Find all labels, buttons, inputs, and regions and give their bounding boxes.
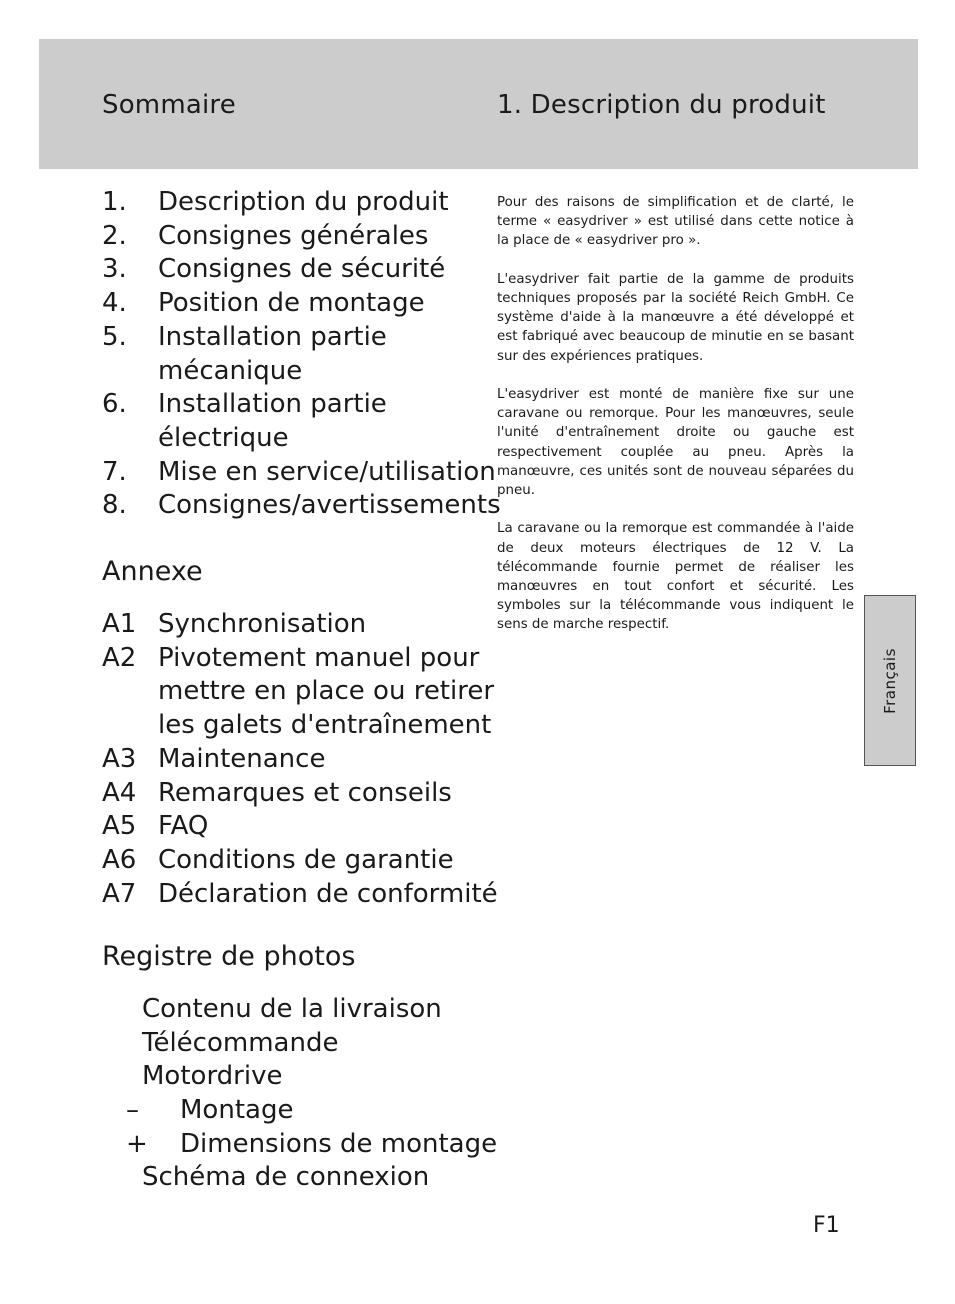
photo-item-label: Télécommande <box>142 1027 339 1058</box>
toc-item[interactable] <box>102 186 501 220</box>
photo-item-label: Dimensions de montage <box>180 1128 498 1159</box>
toc-item-label: Position de montage <box>158 288 425 319</box>
section-title: 1. Description du produit <box>497 90 826 120</box>
toc-item-number: 6. <box>102 389 127 420</box>
body-paragraph: Pour des raisons de simplification et de clarté, le terme « easydriver » est utilisé dans cette notice à la place de « easydriver pro ». <box>497 195 854 249</box>
toc-item[interactable] <box>102 220 501 254</box>
toc-item-label: Mise en service/utilisation <box>158 456 496 487</box>
photos-title: Registre de photos <box>102 941 356 972</box>
body-paragraph: L'easydriver fait partie de la gamme de produits techniques proposés par la société Reich GmbH. Ce système d'aide à la manœuvre a été développé et est fabriqué avec beaucoup de minutie en se basant sur des expériences pratiques. <box>497 271 854 364</box>
language-tab[interactable] <box>864 595 916 766</box>
annex-item[interactable] <box>102 810 498 844</box>
annex-item-label: Pivotement manuel pour mettre en place ou retirer les galets d'entraînement <box>158 642 495 741</box>
toc-item-number: 8. <box>102 490 127 521</box>
toc-item-number: 3. <box>102 254 127 285</box>
annex-item-label: Déclaration de conformité <box>158 878 498 909</box>
annex-item-number: A4 <box>102 777 137 808</box>
annex-list <box>102 608 498 911</box>
language-tab-label: Français <box>881 647 899 714</box>
annex-item-number: A2 <box>102 642 137 673</box>
toc-item[interactable] <box>102 456 501 490</box>
toc-item-label: Description du produit <box>158 187 449 217</box>
toc-item-number: 1. <box>102 187 127 217</box>
toc-item-label: Consignes générales <box>158 220 429 251</box>
toc-list <box>102 186 501 523</box>
photo-item-label: Motordrive <box>142 1061 283 1092</box>
description-body <box>497 193 854 654</box>
annex-item-label: FAQ <box>158 811 209 842</box>
annex-item-number: A6 <box>102 844 137 875</box>
toc-item[interactable] <box>102 321 501 388</box>
annex-item[interactable] <box>102 844 498 878</box>
photo-item-label: Schéma de connexion <box>142 1162 430 1193</box>
toc-item[interactable] <box>102 388 501 455</box>
toc-item[interactable] <box>102 489 501 523</box>
annex-title: Annexe <box>102 556 203 587</box>
annex-item[interactable] <box>102 777 498 811</box>
toc-item[interactable] <box>102 287 501 321</box>
annex-item-label: Maintenance <box>158 743 326 774</box>
toc-item-label: Installation partie électrique <box>158 389 387 453</box>
toc-item-number: 7. <box>102 456 127 487</box>
toc-item-label: Consignes/avertissements <box>158 490 501 521</box>
toc-item-label: Installation partie mécanique <box>158 321 387 386</box>
photo-item-label: Montage <box>180 1095 294 1126</box>
toc-item-number: 4. <box>102 288 127 319</box>
body-paragraph: La caravane ou la remorque est commandée à l'aide de deux moteurs électriques de 12 V. La télécommande fournie permet de réaliser les manœuvres en tout confort et sécurité. Les symboles sur la télécommande vous indiquent le sens de marche respectif. <box>497 521 854 633</box>
page-number: F1 <box>813 1213 840 1238</box>
annex-item-number: A3 <box>102 743 137 774</box>
annex-item[interactable] <box>102 608 498 642</box>
annex-item[interactable] <box>102 743 498 777</box>
photo-item-label: Contenu de la livraison <box>142 994 442 1024</box>
toc-item-label: Consignes de sécurité <box>158 254 446 285</box>
toc-item[interactable] <box>102 253 501 287</box>
annex-item-number: A1 <box>102 609 137 639</box>
toc-item-number: 5. <box>102 321 127 352</box>
annex-item-number: A7 <box>102 878 137 909</box>
annex-item-label: Synchronisation <box>158 609 367 639</box>
toc-item-number: 2. <box>102 220 127 251</box>
annex-item[interactable] <box>102 878 498 912</box>
annex-item-label: Remarques et conseils <box>158 777 452 808</box>
toc-title: Sommaire <box>102 90 236 120</box>
annex-item[interactable] <box>102 642 498 743</box>
annex-item-number: A5 <box>102 811 137 842</box>
annex-item-label: Conditions de garantie <box>158 844 454 875</box>
minus-symbol: – <box>126 1095 139 1126</box>
body-paragraph: L'easydriver est monté de manière fixe sur une caravane ou remorque. Pour les manœuvres, seule l'unité d'entraînement droite ou gauche est respectivement couplée au pneu. Après la manœuvre, ces unités sont de nouveau séparées du pneu. <box>497 387 854 499</box>
plus-symbol: + <box>126 1128 148 1159</box>
